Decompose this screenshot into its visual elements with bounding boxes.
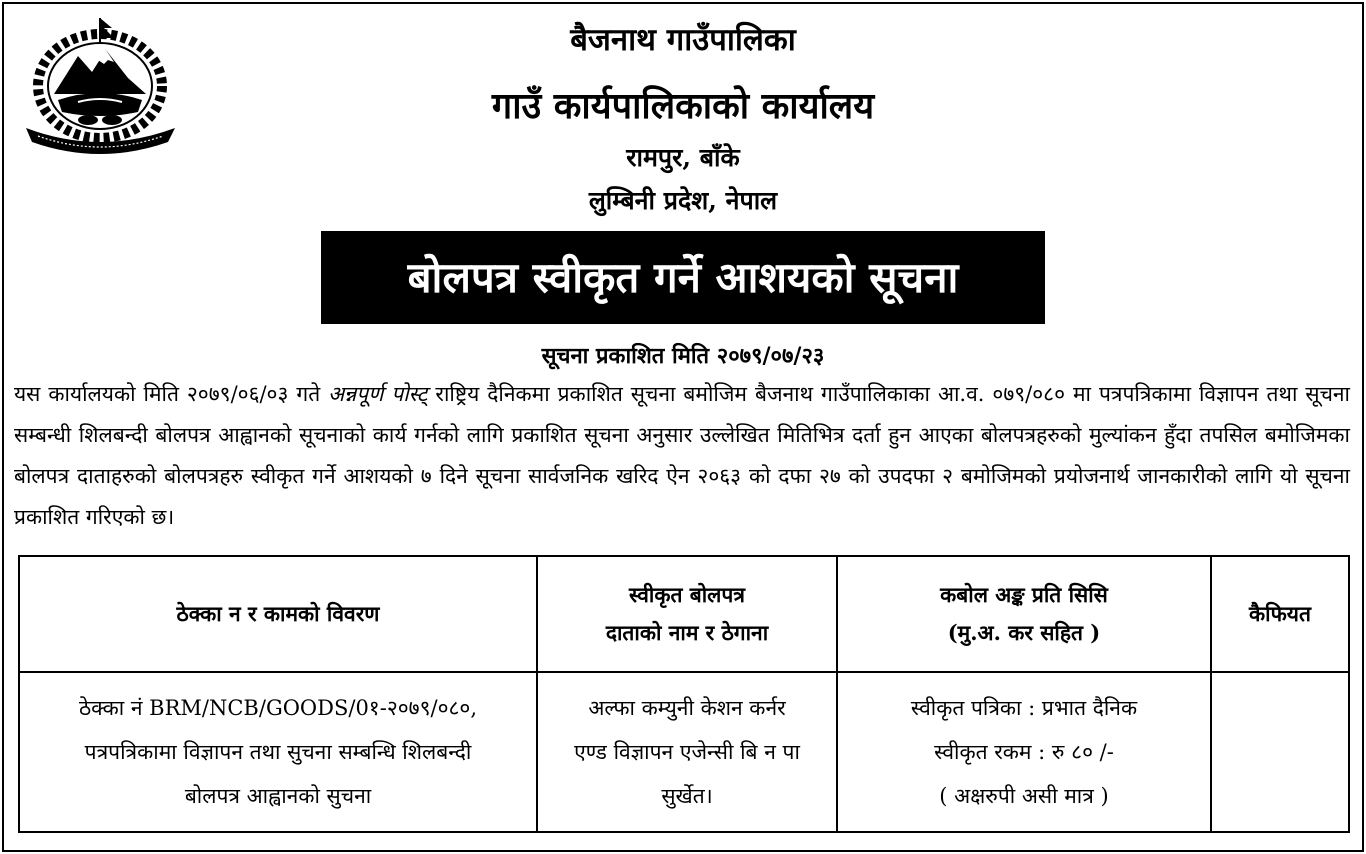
cell-description: ठेक्का नं BRM/NCB/GOODS/0१-२०७९/०८०, पत्रपत्रिकामा विज्ञापन तथा सुचना सम्बन्धि शिलबन्दी बोलपत्र आह्वानको सुचना (19, 672, 537, 832)
header-remarks: कैफियत (1211, 556, 1349, 672)
office-province: लुम्बिनी प्रदेश, नेपाल (588, 186, 778, 215)
notice-body-part1: यस कार्यालयको मिति २०७९/०६/०३ गते (14, 382, 329, 406)
header-amount: कबोल अङ्क प्रति सिसि (मु.अ. कर सहित ) (837, 556, 1211, 672)
newspaper-name: अन्नपूर्ण पोस्ट् (328, 382, 428, 406)
office-name: गाउँ कार्यपालिकाको कार्यालय (491, 85, 875, 127)
notice-body-part2: राष्ट्रिय दैनिकमा प्रकाशित सूचना बमोजिम बैजनाथ गाउँपालिकाका आ.व. ०७९/०८० मा पत्रपत्रिकामा विज्ञापन तथा सूचना सम्बन्धी शिलबन्दी बोलपत्र आह्वानको सूचनाको कार्य गर्नको लागि प्रकाशित सूचना अनुसार उल्लेखित मितिभित्र दर्ता हुन आएका बोलपत्रहरुको मुल्यांकन हुँदा तपसिल बमोजिमका बोलपत्र दाताहरुको बोलपत्रहरु स्वीकृत गर्ने आशयको ७ दिने सूचना सार्वजनिक खरिद ऐन २०६३ को दफा २७ को उपदफा २ बमोजिमको प्रयोजनार्थ जानकारीको लागि यो सूचना प्रकाशित गरिएको छ। (14, 382, 1350, 529)
municipality-name: बैजनाथ गाउँपालिका (570, 22, 796, 58)
header-bidder: स्वीकृत बोलपत्र दाताको नाम र ठेगाना (537, 556, 837, 672)
office-location: रामपुर, बाँके (626, 143, 740, 172)
published-date: सूचना प्रकाशित मिति २०७९/०७/२३ (541, 343, 825, 369)
notice-body (14, 374, 1350, 538)
notice-title: बोलपत्र स्वीकृत गर्ने आशयको सूचना (321, 231, 1045, 324)
table-row (19, 672, 1349, 832)
cell-amount: स्वीकृत पत्रिका : प्रभात दैनिक स्वीकृत रकम : रु ८० /- ( अक्षरुपी असी मात्र ) (837, 672, 1211, 832)
header-description: ठेक्का न र कामको विवरण (19, 556, 537, 672)
cell-bidder: अल्फा कम्युनी केशन कर्नर एण्ड विज्ञापन एजेन्सी बि न पा सुर्खेत। (537, 672, 837, 832)
table-header-row (19, 556, 1349, 672)
tender-table (18, 555, 1350, 833)
cell-remarks (1211, 672, 1349, 832)
